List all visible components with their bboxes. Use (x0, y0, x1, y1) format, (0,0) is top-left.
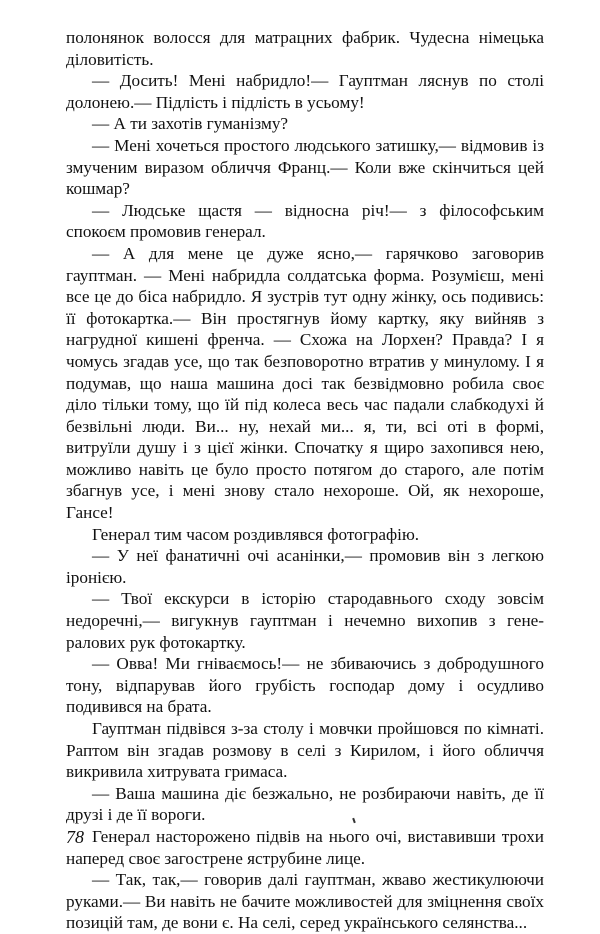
paragraph-1: полонянок волосся для матрацних фабрик. Чудесна німецька діловитість. (66, 28, 544, 69)
paragraph-6: — А для мене це дуже ясно,— гарячково заговорив гауптман. — Мені набридла солдатська форма. Розумієш, мені все це до біса набридло. Я зустрів тут одну жінку, ось подивись: її фотокартка.— Він простягнув йому картку, яку вийняв з нагрудної кишені френча. — Схожа на Лорхен? Правда? І я чомусь згадав усе, що так безповоротно втратив у минулому. І я подумав, що наша машина досі так безвідмовно робила своє діло тільки тому, що їй під колеса весь час падали слабкодухі й безвільні люди. Ви... ну, нехай ми... я, ти, всі оті в формі, витруїли душу і з цієї жінки. Спочатку я щиро захопився нею, можливо навіть це було просто потягом до старого, але потім збагнув усе, і мені знову стало нехороше. Ой, як нехороше, Гансе! (66, 243, 544, 523)
paragraph-10: — Овва! Ми гніваємось!— не збиваючись з добродушного тону, відпарував його грубість господар дому і осудливо подивився на брата. (66, 654, 544, 717)
paragraph-9: — Твої екскурси в історію стародавнього сходу зовсім недоречні,— вигукнув гауптман і нечемно вихопив з генералових рук фотокартку. (66, 589, 544, 652)
paragraph-8: — У неї фанатичні очі асанінки,— промовив він з легкою іронією. (66, 546, 544, 587)
page-number: 78 (66, 827, 84, 847)
page-text (66, 27, 544, 934)
paragraph-5: — Людське щастя — відносна річ!— з філософським спокоєм промовив генерал. (66, 200, 544, 242)
paragraph-3: — А ти захотів гуманізму? (92, 114, 289, 134)
paragraph-2: — Досить! Мені набридло!— Гауптман ляснув по столі долонею.— Підлість і підлість в усьому! (66, 71, 544, 112)
paragraph-13: Генерал насторожено підвів на нього очі, виставивши трохи наперед своє загострене яструбине лице. (66, 826, 544, 868)
paragraph-7: Генерал тим часом роздивлявся фотографію. (92, 524, 420, 544)
paragraph-4: — Мені хочеться простого людського затишку,— відмовив із змученим виразом обличчя Франц.— Коли вже скінчиться цей кошмар? (66, 135, 544, 199)
paragraph-11: Гауптман підвівся з-за столу і мовчки пройшовся по кімнаті. Раптом він згадав розмову в селі з Кирилом, і його обличчя викривила хитрувата гримаса. (66, 719, 544, 782)
paragraph-14: — Так, так,— говорив далі гауптман, жваво жестикулюючи руками.— Ви навіть не бачите можливостей для зміцнення своїх позицій там, де вони є. На селі, серед українського селянства... (66, 870, 544, 933)
paragraph-12: — Ваша машина діє безжально, не розбираючи навіть, де її друзі і де її вороги. (66, 783, 544, 825)
